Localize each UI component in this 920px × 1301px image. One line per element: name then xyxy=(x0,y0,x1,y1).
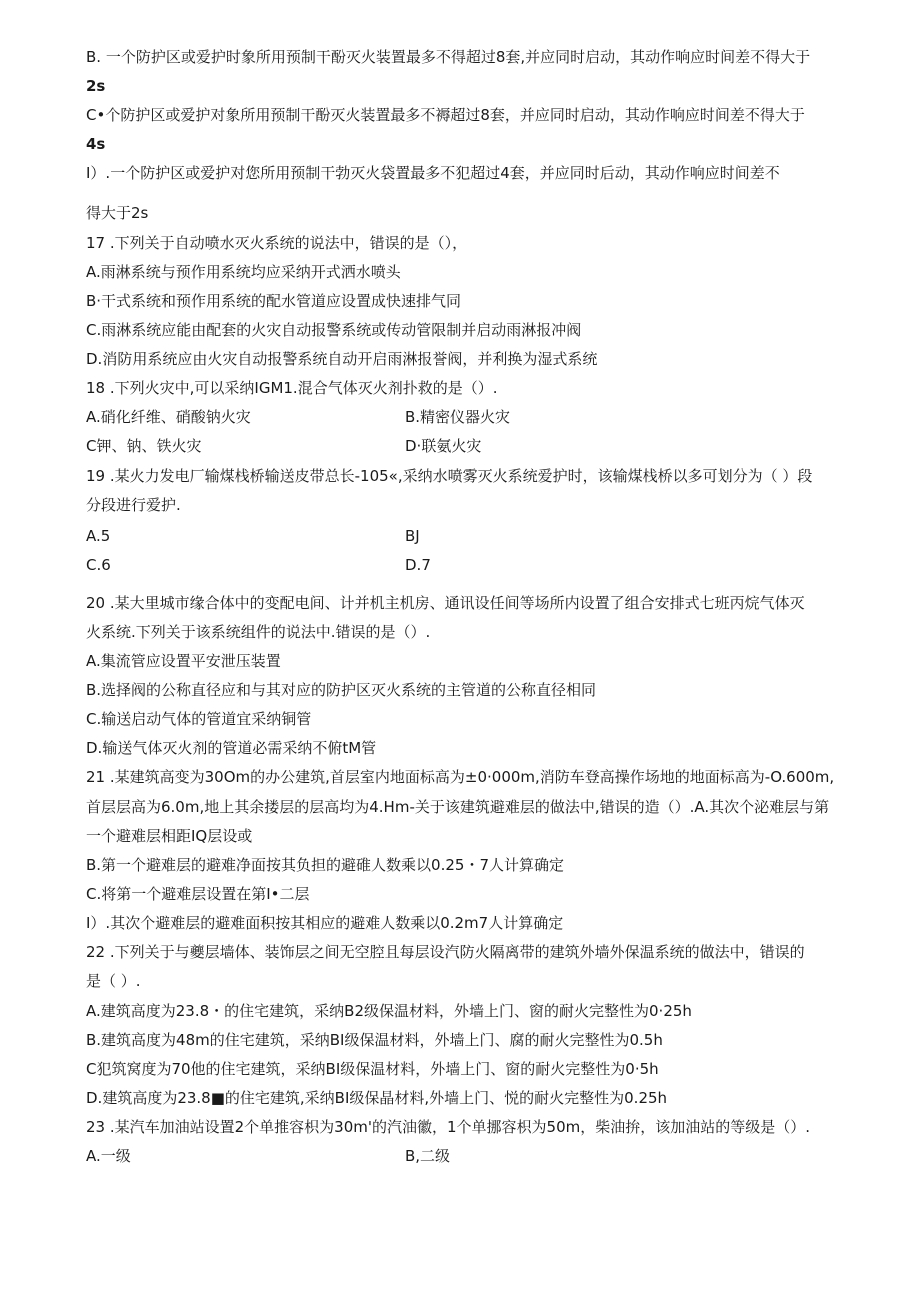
question-text: 首层层高为6.0m,地上其余搂层的层高均为4.Hm-关于该建筑避难层的做法中,错误的造（）.A.其次个泌难层与第 xyxy=(86,798,830,816)
option-text: A.雨淋系统与预作用系统均应采纳开式洒水喷头 xyxy=(86,263,401,281)
question-text: 火系统.下列关于该系统组件的说法中.错误的是（）. xyxy=(86,623,431,641)
text-line: 得大于2s xyxy=(86,204,149,222)
option-text: C.将第一个避难层设置在第I•二层 xyxy=(86,885,310,903)
text-line: B. 一个防护区或爱护时象所用预制干酚灭火装置最多不得超过8套,并应同时启动，其动作响应时间差不得大于 xyxy=(86,48,811,66)
option-text: A.建筑高度为23.8・的住宅建筑，采纳B2级保温材料，外墙上门、窗的耐火完整性为0·25h xyxy=(86,1002,692,1020)
text-line: 2s xyxy=(86,77,106,95)
question-text: 分段进行爱护. xyxy=(86,496,181,514)
option-text: A.集流管应设置平安泄压装置 xyxy=(86,652,281,670)
text-line: C•个防护区或爱护对象所用预制干酚灭火装置最多不褥超过8套，并应同时启动，其动作响应时间差不得大于 xyxy=(86,106,805,124)
option-text: C钾、钠、铁火灾 xyxy=(86,437,202,455)
question-text: 17 .下列关于自动喷水灭火系统的说法中，错误的是（）， xyxy=(86,234,468,252)
option-text: C.雨淋系统应能由配套的火灾自动报警系统或传动管限制并启动雨淋报冲阀 xyxy=(86,321,582,339)
option-text: A.硝化纤维、硝酸钠火灾 xyxy=(86,408,251,426)
option-text: B,二级 xyxy=(405,1147,451,1165)
question-text: 23 .某汽车加油站设置2个单推容枳为30m'的汽油徽，1个单挪容枳为50m，柴油拚，该加油站的等级是（）. xyxy=(86,1118,811,1136)
option-text: D·联氨火灾 xyxy=(405,437,482,455)
option-text: B.精密仪器火灾 xyxy=(405,408,511,426)
option-text: C犯筑窝度为70他的住宅建筑，采纳BI级保温材料，外墙上门、窗的耐火完整性为0·5h xyxy=(86,1060,659,1078)
option-text: BJ xyxy=(405,527,420,545)
option-text: B.建筑高度为48m的住宅建筑，采纳BI级保温材料，外墙上门、腐的耐火完整性为0.5h xyxy=(86,1031,663,1049)
option-text: B.第一个避难层的避难净面按其负担的避碓人数乘以0.25・7人计算确定 xyxy=(86,856,565,874)
question-text: 22 .下列关于与夔层墙体、装饰层之间无空腔且每层设汽防火隔离带的建筑外墙外保温系统的做法中，错误的 xyxy=(86,943,805,961)
question-text: 21 .某建筑高变为30Om的办公建筑,首层室内地面标高为±0·000m,消防车登高操作场地的地面标高为-O.600m, xyxy=(86,768,835,786)
option-text: D.消防用系统应由火灾自动报警系统自动开启雨淋报誉阀，并利换为湿式系统 xyxy=(86,350,598,368)
question-text: 18 .下列火灾中,可以采纳IGM1.混合气体灭火剂扑救的是（）. xyxy=(86,379,498,397)
option-text: B·干式系统和预作用系统的配水管道应设置成快速排气同 xyxy=(86,292,462,310)
text-line: I）.一个防护区或爱护对您所用预制干勃灭火袋置最多不犯超过4套，并应同时后动，其动作响应时间差不 xyxy=(86,164,780,182)
option-text: D.输送气体灭火剂的管道必需采纳不俯tM管 xyxy=(86,739,377,757)
option-text: A.一级 xyxy=(86,1147,131,1165)
option-text: I）.其次个避难层的避难面积按其相应的避难人数乘以0.2m7人计算确定 xyxy=(86,914,564,932)
question-text: 19 .某火力发电厂输煤栈桥输送皮带总长-105«,采纳水喷雾灭火系统爱护时，该输煤栈桥以多可划分为（ ）段 xyxy=(86,467,813,485)
option-text: C.输送启动气体的管道宜采纳铜管 xyxy=(86,710,312,728)
question-text: 20 .某大里城市缘合体中的变配电间、计并机主机房、通讯设任间等场所内设置了组合安排式七班丙烷气体灭 xyxy=(86,594,805,612)
option-text: A.5 xyxy=(86,527,111,545)
option-text: D.建筑高度为23.8■的住宅建筑,采纳BI级保晶材料,外墙上门、悦的耐火完整性为0.25h xyxy=(86,1089,668,1107)
text-line: 4s xyxy=(86,135,106,153)
option-text: C.6 xyxy=(86,556,111,574)
option-text: 一个避难层相距IQ层设或 xyxy=(86,827,253,845)
option-text: D.7 xyxy=(405,556,431,574)
question-text: 是（ ）. xyxy=(86,972,141,990)
option-text: B.选择阀的公称直径应和与其对应的防护区灭火系统的主管道的公称直径相同 xyxy=(86,681,597,699)
